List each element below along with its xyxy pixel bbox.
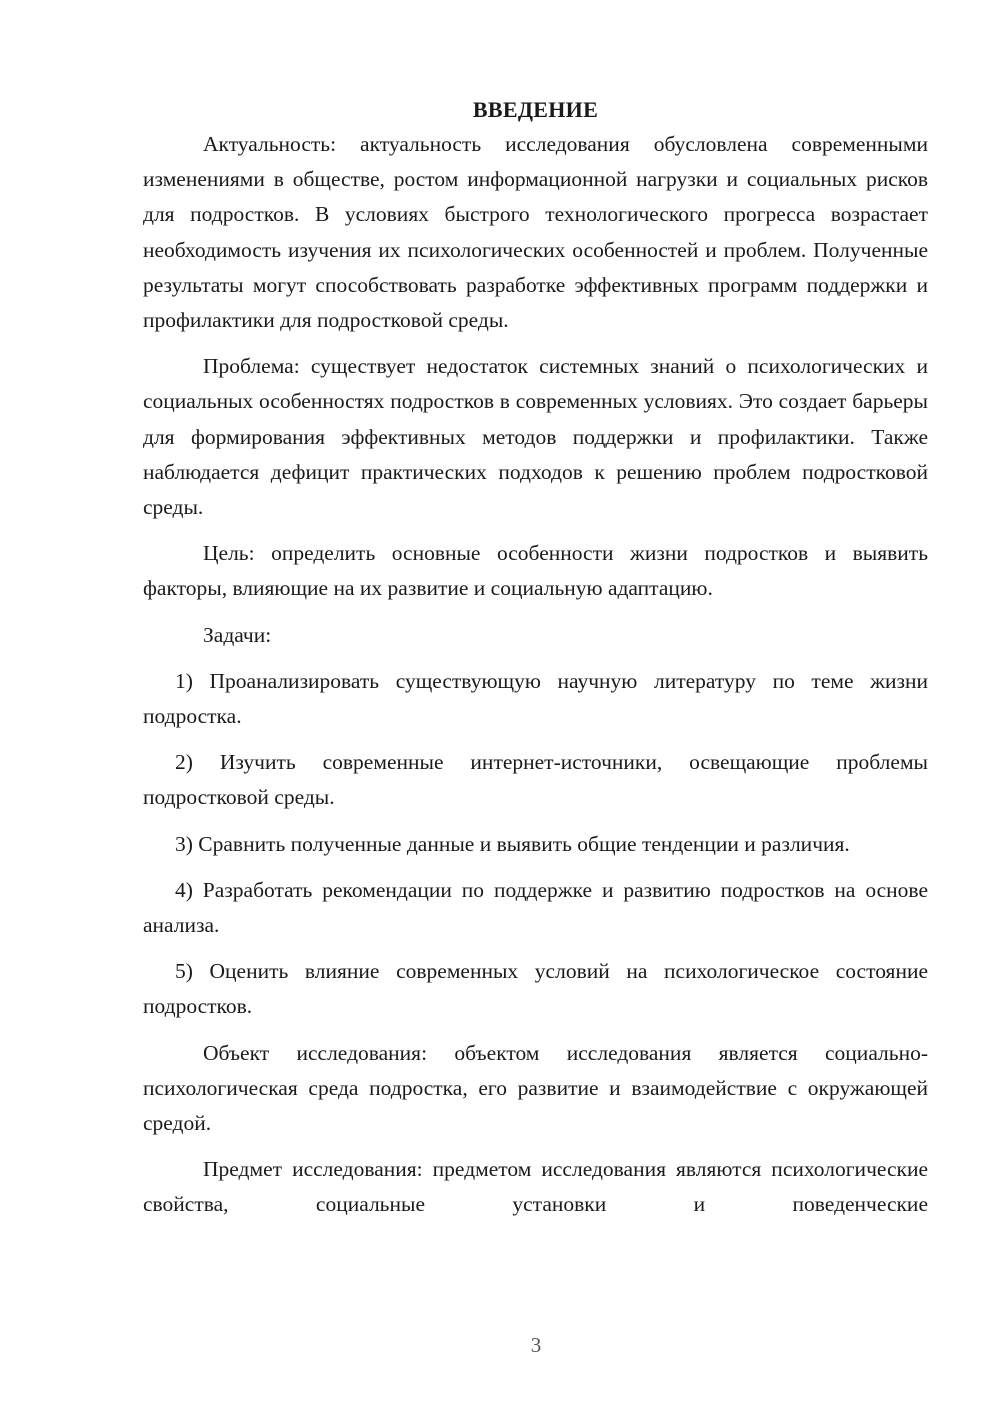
task-item-2: 2) Изучить современные интернет-источники, освещающие проблемы подростковой среды. [143,750,928,810]
problem-paragraph: Проблема: существует недостаток системных знаний о психологических и социальных особенностях подростков в современных условиях. Это создает барьеры для формирования эффективных методов поддержки и профилактики. Также наблюдается дефицит практических подходов к решению проблем подростковой среды. [143,354,928,520]
goal-paragraph: Цель: определить основные особенности жизни подростков и выявить факторы, влияющие на их развитие и социальную адаптацию. [143,541,928,601]
section-title: ВВЕДЕНИЕ [472,97,599,122]
tasks-heading: Задачи: [203,622,272,647]
subject-paragraph: Предмет исследования: предметом исследования являются психологические свойства, социальные установки и поведенческие [143,1157,928,1217]
task-item-5: 5) Оценить влияние современных условий на психологическое состояние подростков. [143,959,928,1019]
task-item-3: 3) Сравнить полученные данные и выявить общие тенденции и различия. [175,831,850,856]
object-paragraph: Объект исследования: объектом исследования является социально-психологическая среда подростка, его развитие и взаимодействие с окружающей средой. [143,1040,928,1136]
relevance-paragraph: Актуальность: актуальность исследования обусловлена современными изменениями в обществе, ростом информационной нагрузки и социальных рисков для подростков. В условиях быстрого технологического прогресса возрастает необходимость изучения их психологических особенностей и проблем. Полученные результаты могут способствовать разработке эффективных программ поддержки и профилактики для подростковой среды. [143,132,928,333]
document-page [143,92,928,1234]
task-item-1: 1) Проанализировать существующую научную литературу по теме жизни подростка. [143,668,928,729]
task-item-4: 4) Разработать рекомендации по поддержке и развитию подростков на основе анализа. [143,877,928,938]
page-number: 3 [530,1333,542,1357]
